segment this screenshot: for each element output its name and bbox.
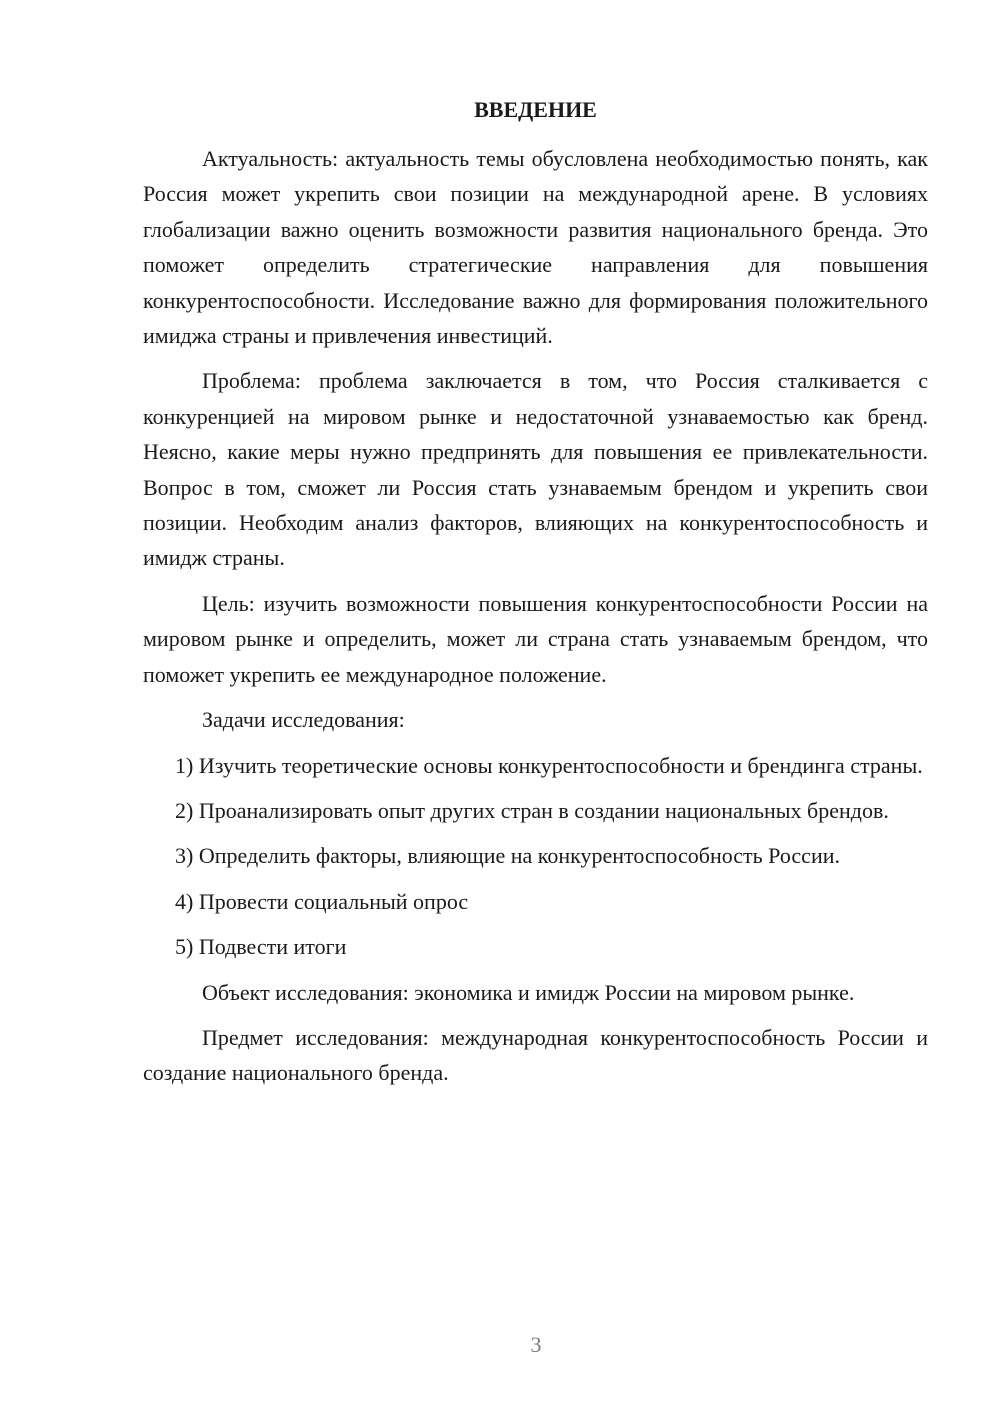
research-subject-paragraph: Предмет исследования: международная конкурентоспособность России и создание национального бренда. (143, 1024, 928, 1086)
tasks-list (143, 748, 928, 965)
section-title: ВВЕДЕНИЕ (474, 97, 597, 122)
relevance-paragraph: Актуальность: актуальность темы обусловлена необходимостью понять, как Россия может укрепить свои позиции на международной арене. В условиях глобализации важно оценить возможности развития национального бренда. Это поможет определить стратегические направления для повышения конкурентоспособности. Исследование важно для формирования положительного имиджа страны и привлечения инвестиций. (143, 146, 928, 349)
task-item-4: 4) Провести социальный опрос (175, 888, 469, 914)
task-item-3: 3) Определить факторы, влияющие на конкурентоспособность России. (175, 843, 840, 869)
page-number: 3 (530, 1332, 542, 1357)
problem-paragraph: Проблема: проблема заключается в том, что Россия сталкивается с конкуренцией на мировом рынке и недостаточной узнаваемостью как бренд. Неясно, какие меры нужно предпринять для повышения ее привлекательности. Вопрос в том, сможет ли Россия стать узнаваемым брендом и укрепить свои позиции. Необходим анализ факторов, влияющих на конкурентоспособность и имидж страны. (143, 368, 928, 571)
tasks-heading: Задачи исследования: (202, 707, 405, 733)
task-item-2: 2) Проанализировать опыт других стран в создании национальных брендов. (175, 797, 889, 823)
task-item-1: 1) Изучить теоретические основы конкурентоспособности и брендинга страны. (175, 752, 923, 778)
page-content (143, 95, 928, 1101)
goal-paragraph: Цель: изучить возможности повышения конкурентоспособности России на мировом рынке и определить, может ли страна стать узнаваемым брендом, что поможет укрепить ее международное положение. (143, 590, 928, 687)
research-object-paragraph: Объект исследования: экономика и имидж России на мировом рынке. (202, 979, 855, 1005)
task-item-5: 5) Подвести итоги (175, 934, 347, 960)
